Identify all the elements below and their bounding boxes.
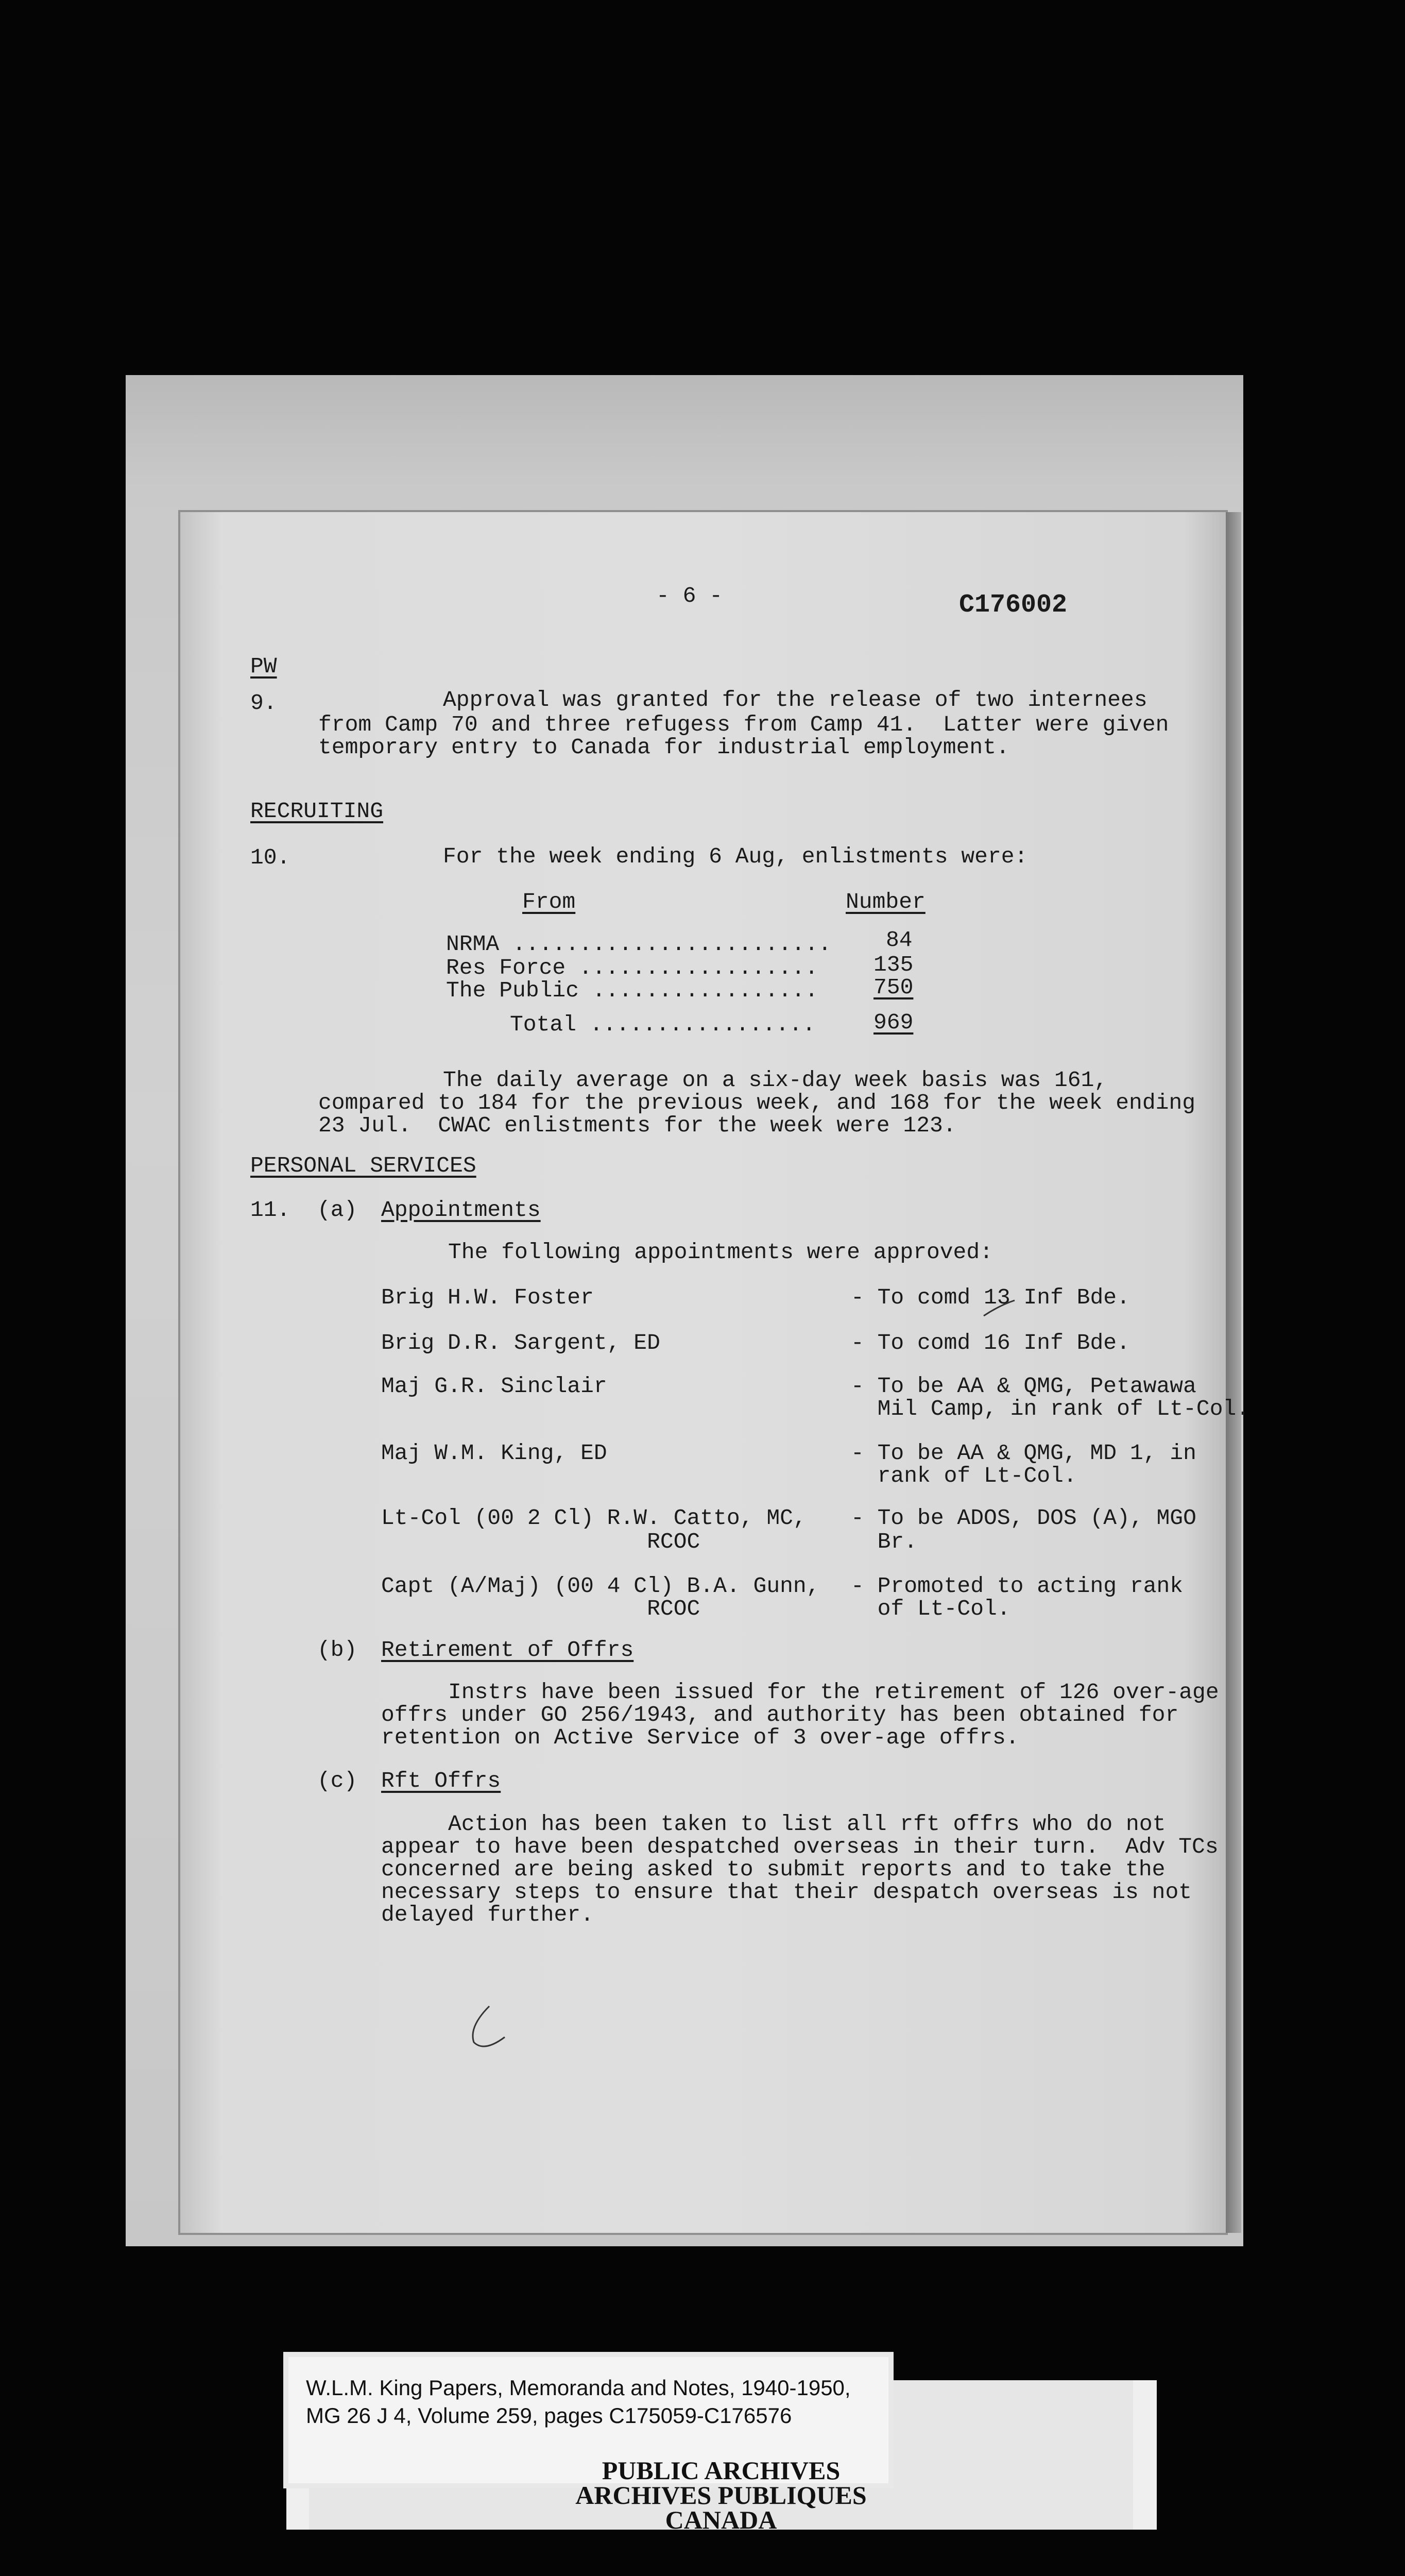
paragraph-line: retention on Active Service of 3 over-age offrs. (381, 1725, 1019, 1750)
archive-stamp-line-1: PUBLIC ARCHIVES (602, 2456, 841, 2485)
paragraph-number: 11. (250, 1197, 290, 1223)
paragraph-line: Action has been taken to list all rft offrs who do not (448, 1811, 1166, 1837)
paragraph-line: temporary entry to Canada for industrial employment. (318, 735, 1009, 760)
table-row-label: NRMA ........................ (446, 931, 832, 957)
section-heading-pw: PW (250, 654, 277, 679)
appointment-detail: - To comd 16 Inf Bde. (851, 1330, 1130, 1355)
paragraph-line: The daily average on a six-day week basis was 161, (443, 1067, 1108, 1093)
paragraph-number: 10. (250, 845, 290, 870)
table-row-label: The Public ................. (446, 978, 818, 1003)
appointment-name: Maj W.M. King, ED (381, 1440, 607, 1466)
column-header-number: Number (846, 889, 926, 914)
caption-line-1: W.L.M. King Papers, Memoranda and Notes, 1940-1950, (306, 2376, 851, 2400)
paragraph-line: from Camp 70 and three refugess from Camp 41. Latter were given (318, 712, 1169, 737)
archive-stamp-line-2: ARCHIVES PUBLIQUES (575, 2481, 867, 2510)
table-row-value: 135 (873, 952, 914, 977)
subsection-heading-rft-offrs: Rft Offrs (381, 1768, 501, 1793)
appointment-name: Lt-Col (00 2 Cl) R.W. Catto, MC, (381, 1505, 807, 1531)
table-row-value: 84 (886, 927, 913, 953)
subsection-label: (c) (317, 1768, 357, 1793)
table-total-value: 969 (873, 1010, 914, 1035)
appointment-name: Capt (A/Maj) (00 4 Cl) B.A. Gunn, (381, 1573, 820, 1599)
subsection-label: (a) (317, 1197, 357, 1223)
section-heading-recruiting: RECRUITING (250, 799, 384, 824)
appointment-name: RCOC (381, 1529, 700, 1554)
appointment-name: Brig D.R. Sargent, ED (381, 1330, 660, 1355)
pencil-marks (180, 512, 1226, 2233)
appointment-detail: - Promoted to acting rank (851, 1573, 1184, 1599)
appointment-detail: - To comd 13 Inf Bde. (851, 1285, 1130, 1310)
appointment-name: RCOC (381, 1596, 700, 1621)
paragraph-line: Instrs have been issued for the retirement of 126 over-age (448, 1680, 1219, 1705)
paragraph-line: offrs under GO 256/1943, and authority has been obtained for (381, 1702, 1179, 1727)
paragraph-line: 23 Jul. CWAC enlistments for the week were 123. (318, 1113, 956, 1138)
appointment-name: Maj G.R. Sinclair (381, 1374, 607, 1399)
paragraph-line: necessary steps to ensure that their despatch overseas is not (381, 1879, 1192, 1905)
table-total-label: Total ................. (510, 1012, 816, 1037)
appointment-detail: rank of Lt-Col. (851, 1463, 1077, 1488)
subsection-label: (b) (317, 1637, 357, 1663)
paragraph-line: concerned are being asked to submit reports and to take the (381, 1857, 1166, 1882)
appointment-detail: of Lt-Col. (851, 1596, 1010, 1621)
page-edge (1226, 512, 1241, 2233)
paragraph-line: delayed further. (381, 1902, 594, 1927)
section-heading-personal-services: PERSONAL SERVICES (250, 1153, 476, 1178)
page-number: - 6 - (656, 583, 723, 608)
subsection-heading-appointments: Appointments (381, 1197, 541, 1223)
paragraph-line: For the week ending 6 Aug, enlistments were: (443, 844, 1028, 869)
subsection-heading-retirement: Retirement of Offrs (381, 1637, 634, 1663)
appointment-detail: Mil Camp, in rank of Lt-Col. (851, 1396, 1250, 1421)
document-content (180, 512, 1250, 2233)
archive-stamp-line-3: CANADA (665, 2505, 777, 2534)
table-row-label: Res Force .................. (446, 955, 818, 980)
paragraph-number: 9. (250, 690, 277, 716)
appointment-detail: - To be AA & QMG, Petawawa (851, 1374, 1196, 1399)
paragraph-line: compared to 184 for the previous week, and 168 for the week ending (318, 1090, 1196, 1115)
paragraph-line: The following appointments were approved: (448, 1240, 993, 1265)
appointment-detail: Br. (851, 1529, 918, 1554)
paragraph-line: Approval was granted for the release of two internees (443, 687, 1147, 713)
table-row-value: 750 (873, 975, 914, 1000)
appointment-name: Brig H.W. Foster (381, 1285, 594, 1310)
paragraph-line: appear to have been despatched overseas in their turn. Adv TCs (381, 1834, 1219, 1859)
document-id: C176002 (959, 590, 1068, 620)
column-header-from: From (522, 889, 576, 914)
caption-line-2: MG 26 J 4, Volume 259, pages C175059-C176576 (306, 2403, 792, 2428)
appointment-detail: - To be ADOS, DOS (A), MGO (851, 1505, 1196, 1531)
appointment-detail: - To be AA & QMG, MD 1, in (851, 1440, 1196, 1466)
